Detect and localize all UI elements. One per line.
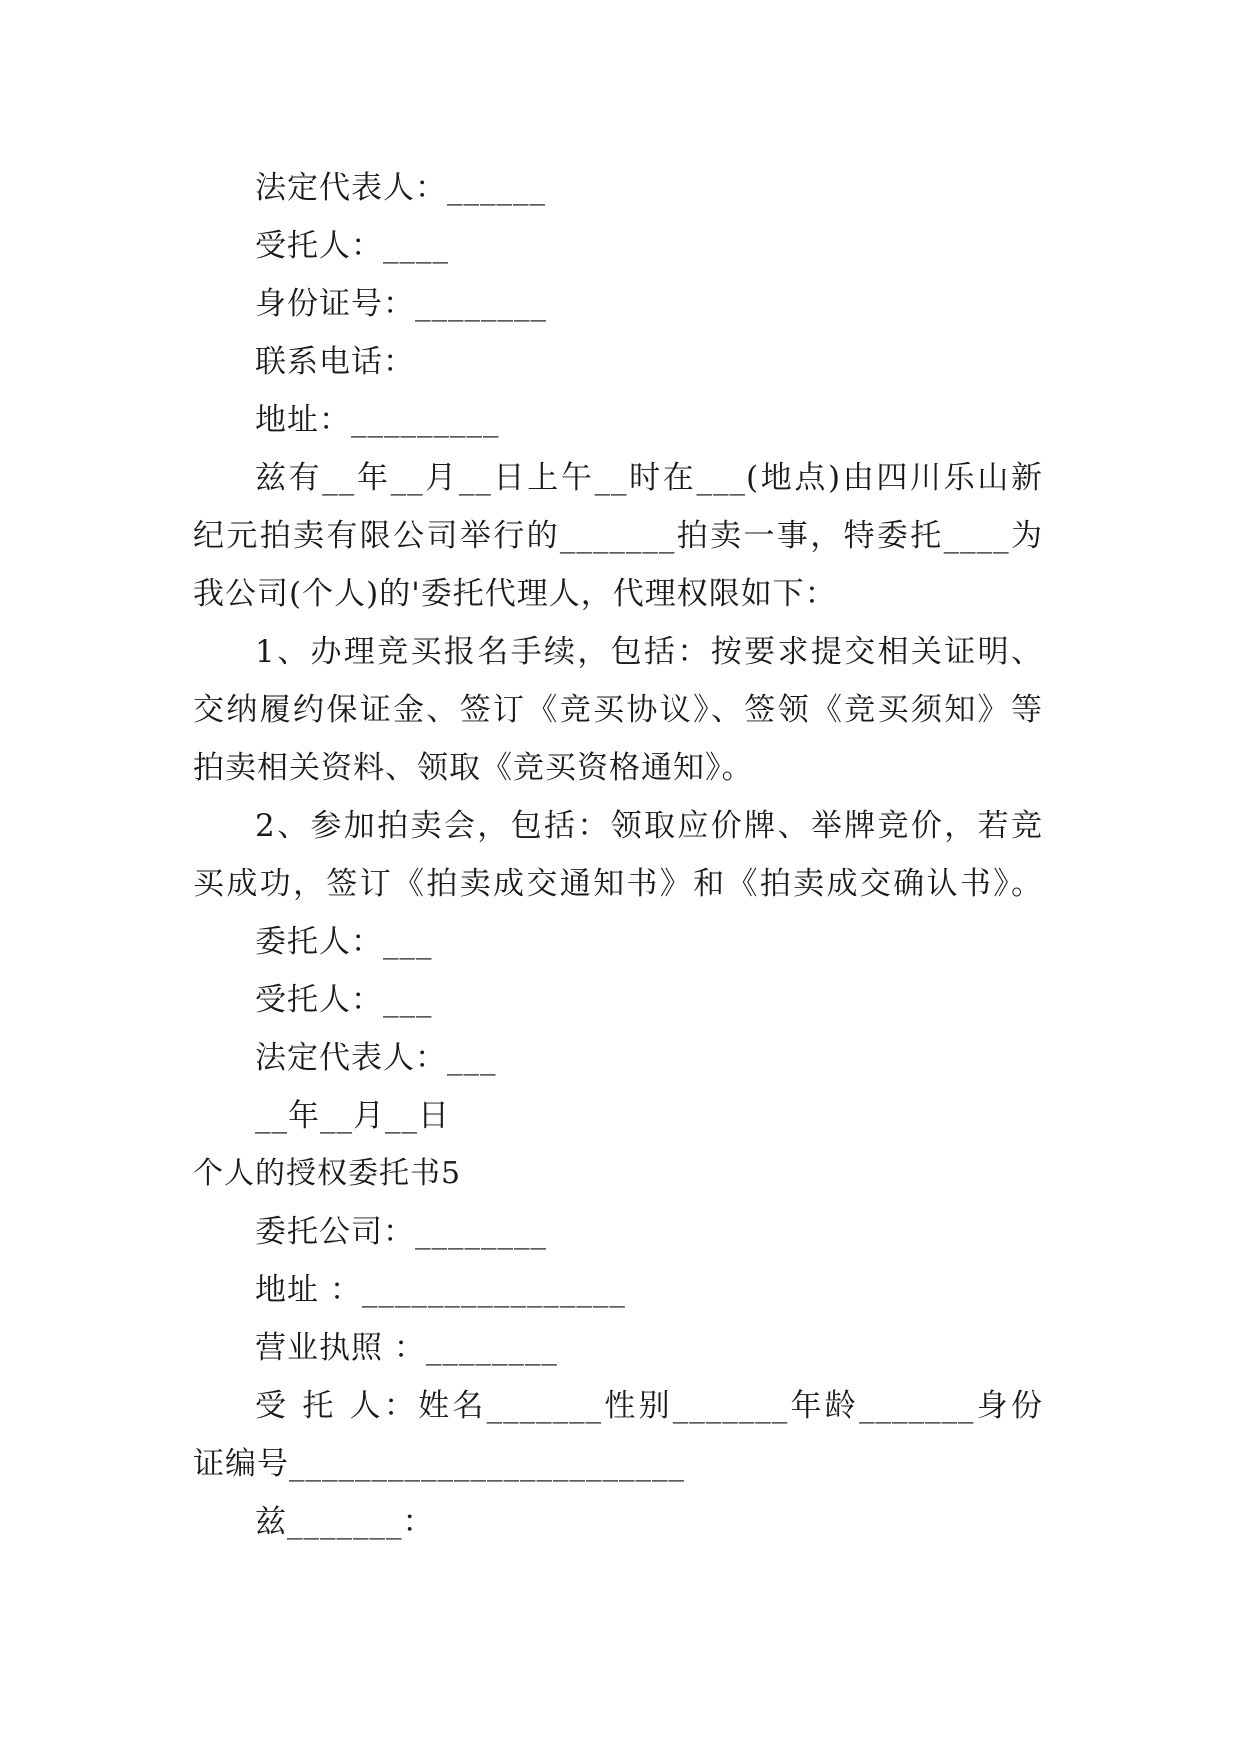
legal-representative-line: 法定代表人：______ xyxy=(255,170,546,206)
principal-signature-line: 委托人：___ xyxy=(255,924,433,960)
item-2-line-2: 买成功，签订《拍卖成交通知书》和《拍卖成交确认书》。 xyxy=(193,866,1043,902)
paragraph-1-line-3: 我公司(个人)的'委托代理人，代理权限如下： xyxy=(193,576,837,612)
date-line: __年__月__日 xyxy=(255,1098,450,1134)
id-number-line: 身份证号：________ xyxy=(255,286,547,322)
trustee-line: 受托人：____ xyxy=(255,228,449,264)
business-license-line: 营业执照 ：________ xyxy=(255,1330,558,1366)
item-1-line-2: 交纳履约保证金、签订《竞买协议》、签领《竞买须知》等 xyxy=(193,692,1043,728)
phone-line: 联系电话： xyxy=(255,344,415,380)
company-address-line: 地址 ：________________ xyxy=(255,1272,626,1308)
section-heading: 个人的授权委托书5 xyxy=(193,1156,462,1191)
item-2-line-1: 2、参加拍卖会，包括：领取应价牌、举牌竞价，若竞 xyxy=(255,808,1043,844)
entrusting-company-line: 委托公司：________ xyxy=(255,1214,547,1250)
paragraph-1-line-2: 纪元拍卖有限公司举行的_______拍卖一事，特委托____为 xyxy=(193,518,1043,554)
paragraph-1-line-1: 兹有__年__月__日上午__时在___(地点)由四川乐山新 xyxy=(255,460,1043,496)
hereby-line: 兹_______： xyxy=(255,1504,435,1540)
item-1-line-1: 1、办理竞买报名手续，包括：按要求提交相关证明、 xyxy=(255,634,1043,670)
legal-representative-signature-line: 法定代表人：___ xyxy=(255,1040,497,1076)
trustee-info-line-1: 受 托 人：姓名_______性别_______年龄_______身份 xyxy=(255,1388,1043,1424)
address-line: 地址：_________ xyxy=(255,402,500,438)
item-1-line-3: 拍卖相关资料、领取《竞买资格通知》。 xyxy=(193,750,754,786)
trustee-signature-line: 受托人：___ xyxy=(255,982,433,1018)
trustee-info-line-2: 证编号________________________ xyxy=(193,1446,685,1482)
